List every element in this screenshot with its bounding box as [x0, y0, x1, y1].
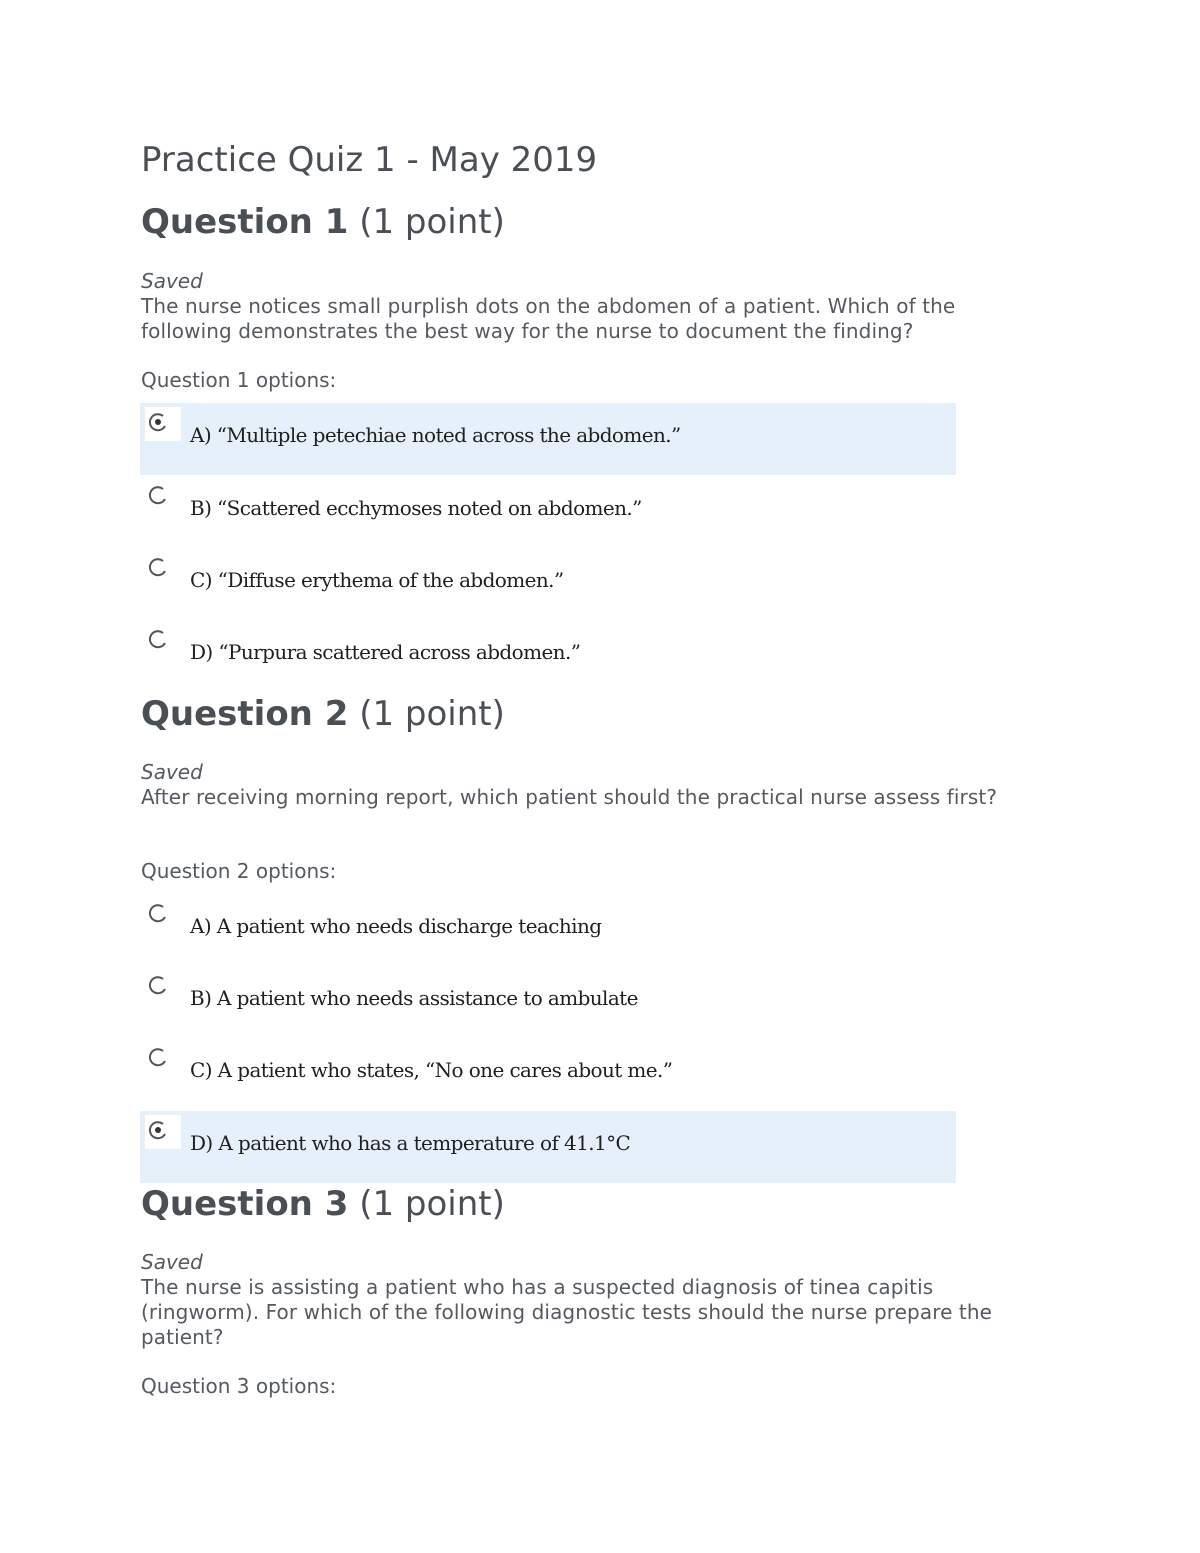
radio-button[interactable]: [145, 1042, 181, 1076]
question-1-option-c[interactable]: [140, 548, 956, 620]
question-3-points: (1 point): [359, 1184, 505, 1224]
option-text: B) “Scattered ecchymoses noted on abdomen.”: [190, 496, 642, 520]
question-1-options-label: Question 1 options:: [141, 368, 337, 392]
question-1-option-d[interactable]: [140, 620, 956, 692]
question-2-option-d[interactable]: [140, 1111, 956, 1183]
question-1-heading: [141, 198, 505, 246]
question-2-text: After receiving morning report, which patient should the practical nurse assess first?: [141, 785, 998, 809]
question-2-options-label: Question 2 options:: [141, 859, 337, 883]
question-2-saved-status: Saved: [141, 760, 203, 784]
question-3-text: The nurse is assisting a patient who has a suspected diagnosis of tinea capitis (ringworm). For which of the following diagnostic tests should the nurse prepare the patient?: [141, 1275, 993, 1349]
option-text: D) “Purpura scattered across abdomen.”: [190, 640, 581, 664]
radio-button[interactable]: [145, 552, 181, 586]
radio-button[interactable]: [145, 624, 181, 658]
radio-button[interactable]: [145, 407, 181, 441]
question-1-option-a[interactable]: [140, 403, 956, 475]
radio-unselected-icon: [148, 485, 170, 507]
option-text: D) A patient who has a temperature of 41.1°C: [190, 1131, 631, 1155]
page-title: Practice Quiz 1 - May 2019: [141, 140, 598, 180]
question-3-label: Question 3: [141, 1184, 349, 1224]
question-2-option-c[interactable]: [140, 1038, 956, 1110]
option-text: A) A patient who needs discharge teaching: [190, 914, 602, 938]
question-2-option-b[interactable]: [140, 966, 956, 1038]
radio-unselected-icon: [148, 629, 170, 651]
radio-button[interactable]: [145, 1115, 181, 1149]
question-3-saved-status: Saved: [141, 1250, 203, 1274]
question-3-heading: [141, 1180, 505, 1228]
question-2-points: (1 point): [359, 694, 505, 734]
radio-selected-icon: [148, 412, 170, 434]
radio-unselected-icon: [148, 557, 170, 579]
question-2-heading: [141, 690, 505, 738]
radio-button[interactable]: [145, 970, 181, 1004]
option-text: C) “Diffuse erythema of the abdomen.”: [190, 568, 564, 592]
question-2-option-a[interactable]: [140, 894, 956, 966]
radio-button[interactable]: [145, 898, 181, 932]
radio-unselected-icon: [148, 1047, 170, 1069]
question-1-points: (1 point): [359, 202, 505, 242]
question-2-label: Question 2: [141, 694, 349, 734]
radio-selected-icon: [148, 1120, 170, 1142]
question-1-text: The nurse notices small purplish dots on the abdomen of a patient. Which of the following demonstrates the best way for the nurse to document the finding?: [141, 294, 956, 343]
question-1-option-b[interactable]: [140, 476, 956, 548]
option-text: B) A patient who needs assistance to ambulate: [190, 986, 638, 1010]
question-1-label: Question 1: [141, 202, 349, 242]
option-text: A) “Multiple petechiae noted across the abdomen.”: [190, 423, 681, 447]
question-1-saved-status: Saved: [141, 269, 203, 293]
radio-unselected-icon: [148, 975, 170, 997]
radio-button[interactable]: [145, 480, 181, 514]
option-text: C) A patient who states, “No one cares about me.”: [190, 1058, 673, 1082]
radio-unselected-icon: [148, 903, 170, 925]
question-3-options-label: Question 3 options:: [141, 1374, 337, 1398]
